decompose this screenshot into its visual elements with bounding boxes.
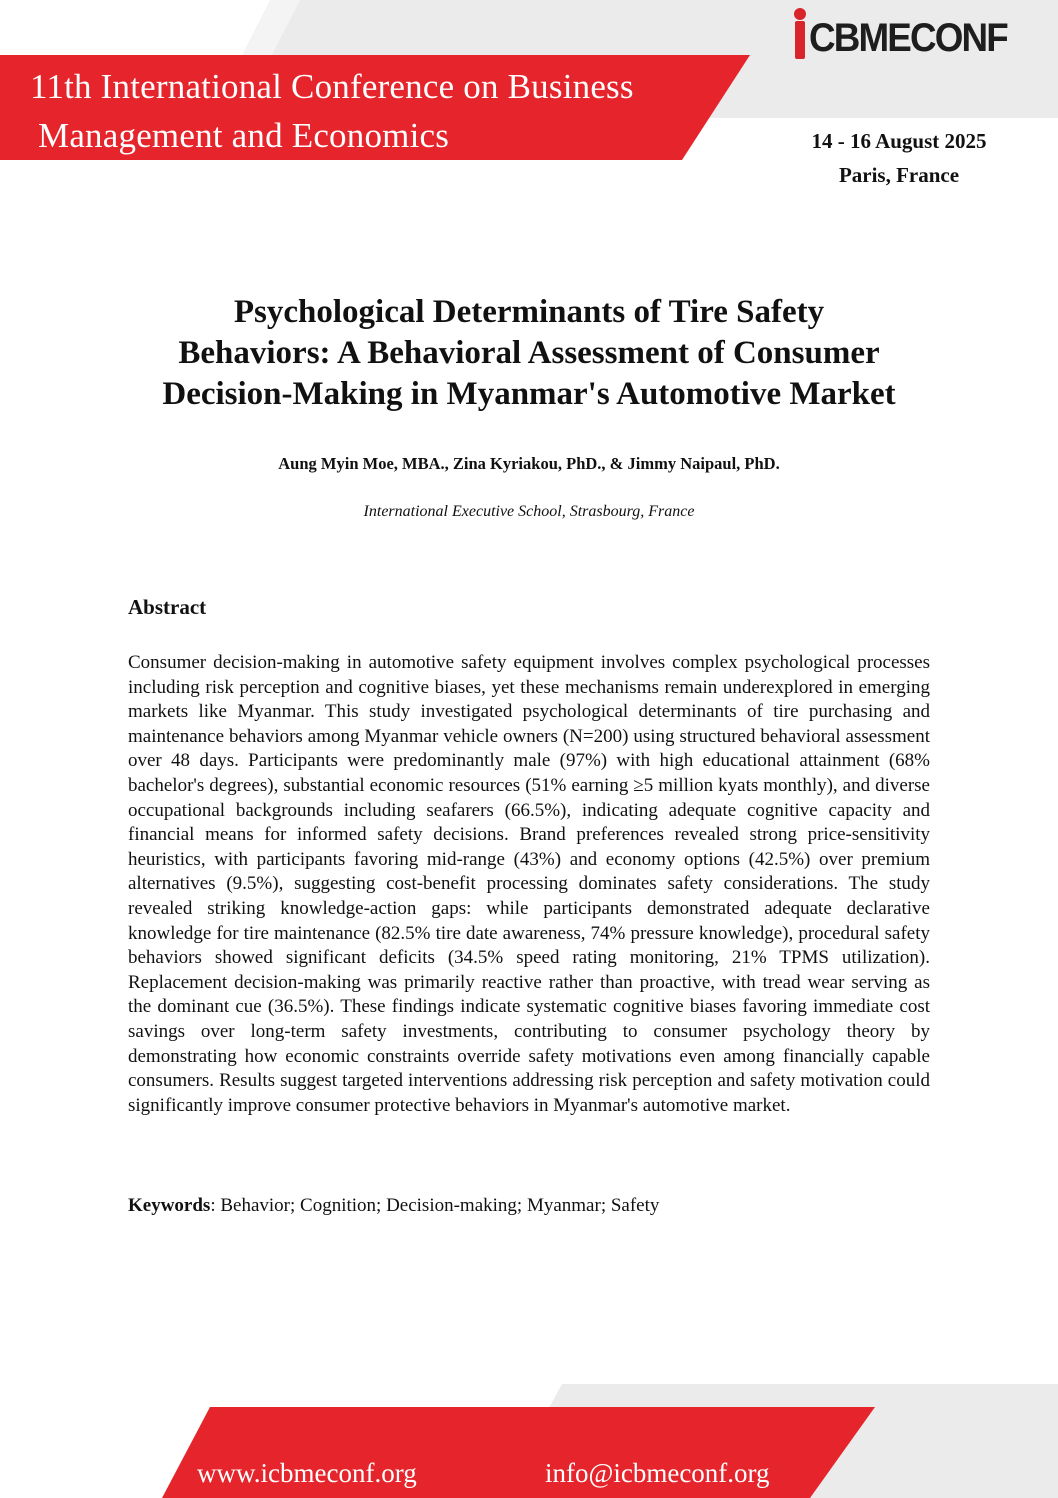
paper-authors: Aung Myin Moe, MBA., Zina Kyriakou, PhD., & Jimmy Naipaul, PhD. bbox=[278, 454, 780, 473]
paper-title bbox=[100, 292, 958, 415]
footer-background bbox=[0, 1380, 1058, 1498]
logo-i-icon bbox=[794, 8, 806, 60]
paper-affiliation: International Executive School, Strasbourg, France bbox=[363, 503, 695, 520]
abstract-body: Consumer decision-making in automotive safety equipment involves complex psychological processes including risk perception and cognitive biases, yet these mechanisms remain underexplored in emerging markets like Myanmar. This study investigated psychological determinants of tire purchasing and maintenance behaviors among Myanmar vehicle owners (N=200) using structured behavioral assessment over 48 days. Participants were predominantly male (97%) with high educational attainment (68% bachelor's degrees), substantial economic resources (51% earning ≥5 million kyats monthly), and diverse occupational backgrounds including seafarers (66.5%), indicating adequate cognitive capacity and financial means for informed safety decisions. Brand preferences revealed strong price-sensitivity heuristics, with participants favoring mid-range (43%) and economy options (42.5%) over premium alternatives (9.5%), suggesting cost-benefit processing dominates safety considerations. The study revealed striking knowledge-action gaps: while participants demonstrated adequate declarative knowledge for tire maintenance (82.5% tire date awareness, 74% pressure knowledge), procedural safety behaviors showed significant deficits (34.5% speed rating monitoring, 21% TPMS utilization). Replacement decision-making was primarily reactive rather than proactive, with tread wear serving as the dominant cue (36.5%). These findings indicate systematic cognitive biases favoring immediate cost savings over long-term safety investments, contributing to consumer psychology theory by demonstrating how economic constraints override safety motivations even among financially capable consumers. Results suggest targeted interventions addressing risk perception and safety motivation could significantly improve consumer protective behaviors in Myanmar's automotive market. bbox=[128, 652, 930, 1116]
icbmeconf-logo bbox=[794, 4, 1024, 64]
conference-name-line1: 11th International Conference on Business bbox=[30, 67, 634, 106]
conference-date-location bbox=[760, 124, 1038, 192]
keywords-label: Keywords bbox=[128, 1195, 211, 1216]
conference-name-line2: Management and Economics bbox=[38, 116, 450, 155]
footer-website-link[interactable]: www.icbmeconf.org bbox=[197, 1458, 417, 1488]
conference-dates: 14 - 16 August 2025 bbox=[811, 129, 987, 153]
footer-email-link[interactable]: info@icbmeconf.org bbox=[545, 1458, 770, 1488]
paper-title-line: Decision-Making in Myanmar's Automotive Market bbox=[162, 376, 896, 412]
conference-location: Paris, France bbox=[838, 163, 960, 187]
abstract-heading: Abstract bbox=[128, 595, 207, 619]
paper-title-line: Psychological Determinants of Tire Safety bbox=[233, 294, 825, 330]
logo-wordmark: CBMECONF bbox=[809, 16, 1007, 60]
paper-title-line: Behaviors: A Behavioral Assessment of Consumer bbox=[178, 335, 880, 371]
keywords bbox=[128, 1195, 659, 1217]
keywords-list: : Behavior; Cognition; Decision-making; Myanmar; Safety bbox=[210, 1195, 660, 1216]
conference-name bbox=[30, 62, 634, 160]
